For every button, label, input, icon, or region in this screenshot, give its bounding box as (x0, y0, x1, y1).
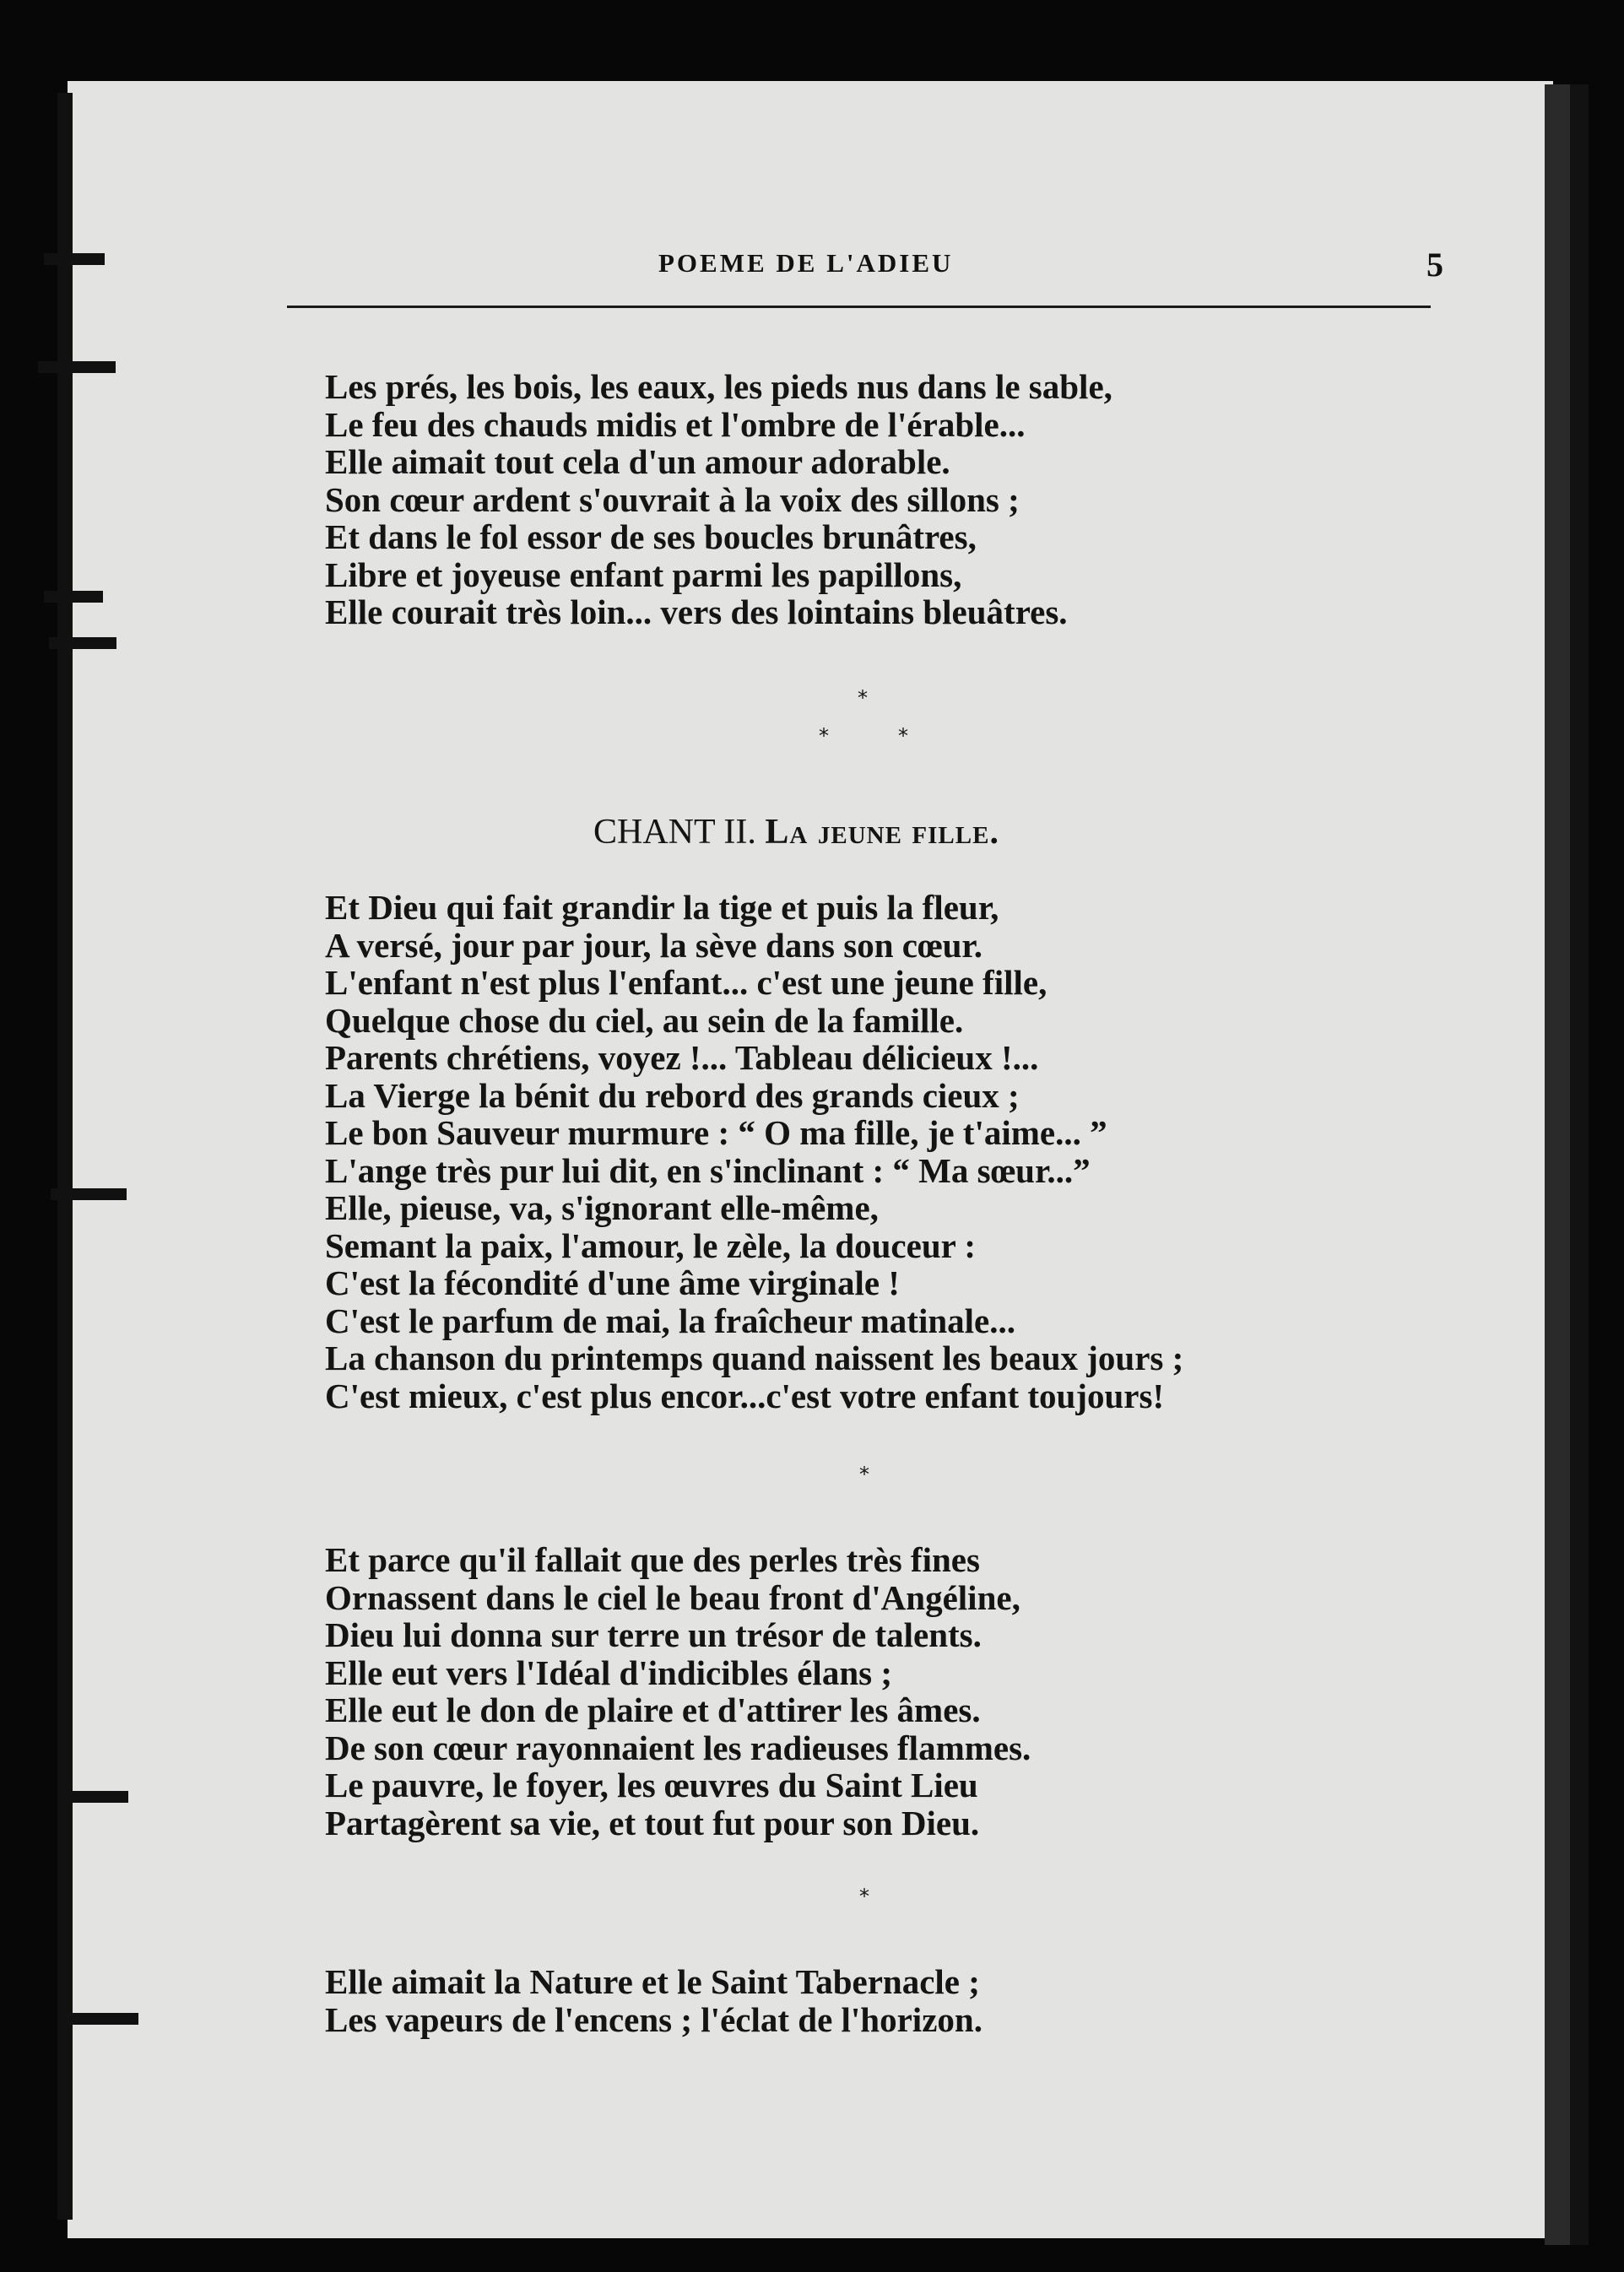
verse-line: Dieu lui donna sur terre un trésor de talents. (325, 1615, 982, 1654)
running-header (287, 246, 1443, 289)
verse-line: Le feu des chauds midis et l'ombre de l'érable... (325, 404, 1026, 444)
page-number: 5 (1426, 246, 1443, 284)
book-cover-edge (1570, 84, 1589, 2245)
verse-line: C'est mieux, c'est plus encor...c'est votre enfant toujours! (325, 1376, 1165, 1415)
verse-line: Et Dieu qui fait grandir la tige et puis la fleur, (325, 888, 999, 927)
verse-line: Elle courait très loin... vers des lointains bleuâtres. (325, 592, 1068, 631)
page-edge-shadow (1545, 84, 1570, 2245)
verse-line: C'est la fécondité d'une âme virginale ! (325, 1263, 900, 1302)
verse-line: L'enfant n'est plus l'enfant... c'est une jeune fille, (325, 963, 1047, 1002)
verse-line: Elle aimait tout cela d'un amour adorable. (325, 442, 950, 481)
verse-line: Les vapeurs de l'encens ; l'éclat de l'horizon. (325, 1999, 983, 2039)
verse-line: Elle eut le don de plaire et d'attirer les âmes. (325, 1690, 981, 1729)
verse-line: Semant la paix, l'amour, le zèle, la douceur : (325, 1225, 976, 1265)
asterism-star: * (858, 686, 868, 710)
chant-heading (593, 812, 999, 852)
verse-line: A versé, jour par jour, la sève dans son cœur. (325, 925, 983, 965)
verse-line: L'ange très pur lui dit, en s'inclinant : “ Ma sœur...” (325, 1150, 1091, 1190)
stanza-1 (325, 368, 1112, 631)
verse-line: Parents chrétiens, voyez !... Tableau délicieux !... (325, 1038, 1039, 1077)
verse-line: Les prés, les bois, les eaux, les pieds nus dans le sable, (325, 367, 1112, 406)
verse-line: La Vierge la bénit du rebord des grands cieux ; (325, 1075, 1020, 1115)
verse-line: Son cœur ardent s'ouvrait à la voix des sillons ; (325, 479, 1020, 519)
header-rule (287, 306, 1431, 308)
binding-spine (57, 93, 73, 2220)
asterism-star: * (819, 724, 829, 748)
verse-line: Ornassent dans le ciel le beau front d'Angéline, (325, 1577, 1020, 1617)
stanza-3 (325, 1541, 1031, 1842)
verse-line: Et dans le fol essor de ses boucles brunâtres, (325, 517, 977, 556)
verse-line: Libre et joyeuse enfant parmi les papillons, (325, 554, 962, 594)
verse-line: Quelque chose du ciel, au sein de la famille. (325, 1000, 964, 1040)
verse-line: Le pauvre, le foyer, les œuvres du Saint Lieu (325, 1766, 978, 1804)
binding-stitch (59, 1791, 128, 1803)
stanza-2 (325, 889, 1183, 1415)
asterism-star: * (898, 724, 908, 748)
stanza-4 (325, 1963, 983, 2038)
binding-stitch (38, 361, 116, 373)
verse-line: Le bon Sauveur murmure : “ O ma fille, je t'aime... ” (325, 1113, 1107, 1152)
binding-stitch (61, 2013, 138, 2025)
binding-stitch (49, 637, 116, 649)
binding-stitch (44, 253, 105, 265)
verse-line: Partagèrent sa vie, et tout fut pour son Dieu. (325, 1803, 980, 1842)
stanza-separator-star: * (859, 1885, 869, 1908)
binding-stitch (51, 1188, 127, 1200)
verse-line: De son cœur rayonnaient les radieuses flammes. (325, 1728, 1031, 1767)
verse-line: La chanson du printemps quand naissent les beaux jours ; (325, 1339, 1184, 1377)
chant-number: CHANT II. (593, 813, 756, 852)
chant-title: La jeune fille. (765, 813, 999, 852)
verse-line: C'est le parfum de mai, la fraîcheur matinale... (325, 1301, 1015, 1340)
running-title: POEME DE L'ADIEU (658, 248, 954, 278)
verse-line: Elle, pieuse, va, s'ignorant elle-même, (325, 1188, 879, 1227)
binding-stitch (44, 591, 103, 603)
verse-line: Elle aimait la Nature et le Saint Tabernacle ; (325, 1962, 980, 2001)
verse-line: Et parce qu'il fallait que des perles très fines (325, 1540, 980, 1579)
verse-line: Elle eut vers l'Idéal d'indicibles élans ; (325, 1653, 892, 1692)
stanza-separator-star: * (859, 1463, 869, 1486)
